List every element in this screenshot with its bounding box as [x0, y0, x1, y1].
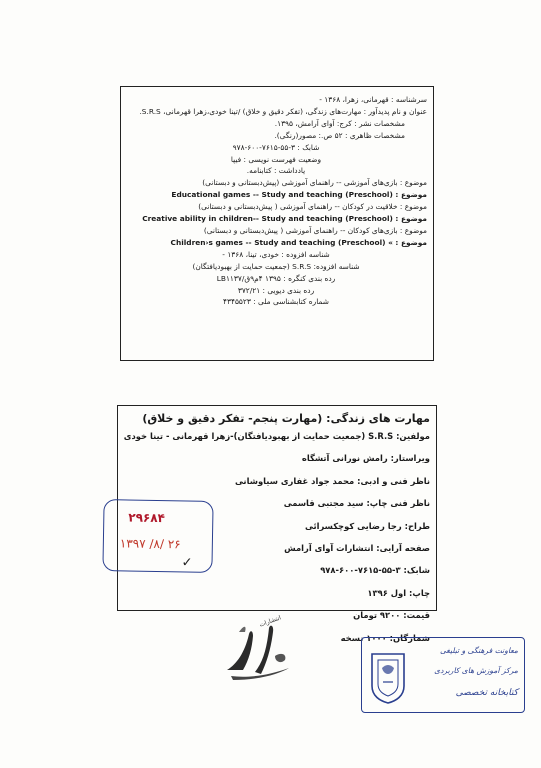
info-line-layout: صفحه آرایی: انتشارات آوای آرامش [284, 542, 430, 553]
cip-line: عنوان و نام پدیدآور : مهارت‌های زندگی، (تفکر دقیق و خلاق) /تینا خودی،زهرا قهرمانی، S.R.S. [139, 106, 427, 116]
info-line-authors: مولفین: S.R.S (جمعیت حمایت از بهبودیافتگان)-زهرا قهرمانی - تینا خودی [123, 431, 430, 441]
cip-line: موضوع : (Creative ability in children-- Study and teaching (Preschool [142, 214, 427, 224]
cip-line: رده بندی کنگره : ۱۳۹۵ ۴م۹ق/LB۱۱۳۷ [216, 273, 336, 283]
publisher-label: انتشارات [258, 614, 283, 629]
cip-line: شابک : ۳-۵۵-۷۶۱۵-۶۰۰-۹۷۸ [232, 142, 320, 152]
cip-line: مشخصات ظاهری : ۵۲ ص.: مصور(رنگی). [274, 130, 405, 140]
acquisition-number: ۲۹۶۸۴ [128, 510, 166, 526]
cip-line: موضوع : خلاقیت در کودکان -- راهنمای آموزشی ( پیش‌دبستانی و دبستانی) [198, 202, 427, 212]
seal-emblem-icon [368, 646, 408, 704]
library-stamp-line: کتابخانه تخصصی [455, 688, 518, 698]
info-line-print-run: شمارگان: ۱۰۰۰ نسخه [340, 632, 430, 643]
library-stamp [361, 637, 525, 713]
info-line-supervisor: ناظر فنی و ادبی: محمد جواد غفاری سیاوشانی [234, 475, 430, 486]
library-stamp-line: مرکز آموزش های کاربردی [434, 666, 518, 675]
cip-line: موضوع : بازی‌های آموزشی -- راهنمای آموزشی (پیش‌دبستانی و دبستانی) [202, 178, 427, 188]
info-line-designer: طراح: رجا رضایی کوچکسرائی [304, 520, 430, 531]
info-line-edition: چاپ: اول ۱۳۹۶ [367, 587, 430, 598]
acquisition-date: ۱۳۹۷ /۸/ ۲۶ [119, 536, 181, 552]
check-mark-icon: ✓ [181, 555, 193, 571]
cip-line: موضوع : (Educational games -- Study and teaching (Preschool [171, 190, 427, 200]
acquisition-stamp [102, 499, 213, 573]
library-stamp-line: معاونت فرهنگی و تبلیغی [439, 646, 518, 655]
book-title: مهارت های زندگی: (مهارت پنجم- تفکر دقیق و خلاق) [142, 412, 430, 425]
calligraphy-logo-icon [219, 612, 299, 682]
cip-line: موضوع : بازی‌های کودکان -- راهنمای آموزشی ( پیش‌دبستانی و دبستانی) [203, 225, 427, 235]
cip-line: موضوع : » (Children›s games -- Study and teaching (Preschool [170, 237, 427, 247]
cip-line: شناسه افزوده: S.R.S (جمعیت حمایت از بهبودیافتگان) [192, 261, 360, 271]
cip-line: یادداشت : کتابنامه. [246, 166, 306, 176]
info-line-print-supervisor: ناظر فنی چاپ: سید مجتبی قاسمی [283, 498, 430, 509]
info-line-price: قیمت: ۹۲۰۰ تومان [353, 610, 430, 621]
info-line-isbn: شابک: ۳-۵۵-۷۶۱۵-۶۰۰-۹۷۸ [320, 565, 430, 576]
cip-line: وضعیت فهرست نویسی : فیپا [230, 154, 322, 164]
cip-line: مشخصات نشر : کرج: آوای آرامش، ۱۳۹۵. [274, 118, 405, 128]
cip-line: رده بندی دیویی : ۳۷۲/۲۱ [237, 285, 315, 295]
cip-line: شناسه افزوده : خودی، تینا، ۱۳۶۸ - [222, 249, 330, 259]
cip-line: شماره کتابشناسی ملی : ۴۳۴۵۵۲۳ [223, 297, 329, 307]
cip-line: سرشناسه : قهرمانی، زهرا، ۱۳۶۸ - [319, 95, 427, 104]
cip-record-box [120, 86, 434, 361]
info-line-editor: ویراستار: رامش نورانی آتشگاه [301, 453, 430, 464]
